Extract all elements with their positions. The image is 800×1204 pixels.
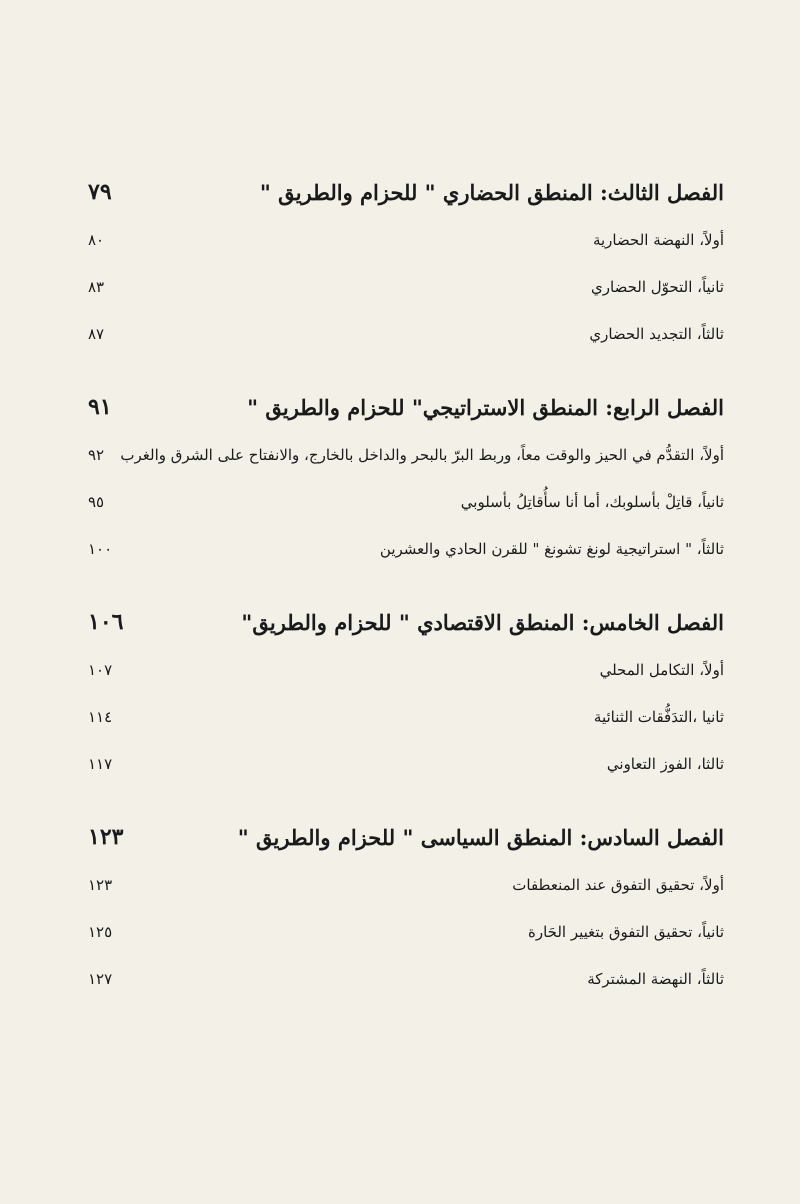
chapter-page-number: ٩١ — [88, 394, 112, 420]
chapter-page-number: ٧٩ — [88, 179, 112, 205]
entry-page-number: ١٢٧ — [88, 969, 113, 988]
entry-page-number: ٨٠ — [88, 230, 105, 249]
chapter-3 — [88, 168, 724, 357]
toc-entry — [88, 646, 724, 693]
toc-entry — [88, 740, 724, 787]
entry-page-number: ٩٢ — [88, 445, 105, 464]
entry-title: ثانياً، التحوّل الحضاري — [591, 277, 724, 296]
entry-title: ثالثاً، " استراتيجية لونغ تشونغ " للقرن الحادي والعشرين — [379, 539, 724, 558]
entry-page-number: ١٠٧ — [88, 660, 113, 679]
chapter-heading — [88, 598, 724, 646]
entry-title: ثالثاً، النهضة المشتركة — [587, 969, 724, 988]
chapter-heading — [88, 168, 724, 216]
toc-entry — [88, 310, 724, 357]
toc-entry — [88, 263, 724, 310]
entry-title: ثالثا، الفوز التعاوني — [606, 754, 724, 773]
entry-page-number: ٨٣ — [88, 277, 105, 296]
chapter-heading — [88, 813, 724, 861]
toc-entry — [88, 861, 724, 908]
entry-page-number: ١٢٣ — [88, 875, 113, 894]
toc-entry — [88, 478, 724, 525]
chapter-page-number: ١٠٦ — [88, 609, 124, 635]
entry-page-number: ١٠٠ — [88, 539, 113, 558]
entry-title: أولاً، تحقيق التفوق عند المنعطفات — [512, 875, 724, 894]
table-of-contents — [88, 168, 724, 1028]
toc-entry — [88, 955, 724, 1002]
chapter-6 — [88, 813, 724, 1002]
chapter-heading — [88, 383, 724, 431]
chapter-title: الفصل الثالث: المنطق الحضاري " للحزام والطريق " — [259, 179, 724, 205]
chapter-5 — [88, 598, 724, 787]
entry-page-number: ١٢٥ — [88, 922, 113, 941]
entry-title: ثالثاً، التجديد الحضاري — [589, 324, 724, 343]
entry-title: أولاً، التكامل المحلي — [599, 660, 724, 679]
toc-entry — [88, 431, 724, 478]
toc-entry — [88, 693, 724, 740]
chapter-4 — [88, 383, 724, 572]
entry-title: أولاً، التقدُّم في الحيز والوقت معاً، وربط البرّ بالبحر والداخل بالخارج، والانفتاح على الشرق والغرب — [120, 445, 724, 464]
entry-page-number: ٩٥ — [88, 492, 105, 511]
entry-title: ثانياً، قاتِلْ بأسلوبك، أما أنا سأُقاتِلُ بأسلوبي — [460, 492, 724, 511]
entry-page-number: ١١٤ — [88, 707, 113, 726]
chapter-page-number: ١٢٣ — [88, 824, 124, 850]
entry-title: أولاً، النهضة الحضارية — [592, 230, 724, 249]
entry-page-number: ٨٧ — [88, 324, 105, 343]
toc-entry — [88, 908, 724, 955]
entry-page-number: ١١٧ — [88, 754, 113, 773]
toc-entry — [88, 525, 724, 572]
toc-entry — [88, 216, 724, 263]
chapter-title: الفصل السادس: المنطق السياسى " للحزام والطريق " — [237, 824, 724, 850]
chapter-title: الفصل الرابع: المنطق الاستراتيجي" للحزام والطريق " — [247, 394, 724, 420]
chapter-title: الفصل الخامس: المنطق الاقتصادي " للحزام والطريق" — [241, 609, 724, 635]
entry-title: ثانيا ،التدَفُّقات الثنائية — [593, 707, 724, 726]
entry-title: ثانياً، تحقيق التفوق بتغيير الحَارة — [527, 922, 724, 941]
